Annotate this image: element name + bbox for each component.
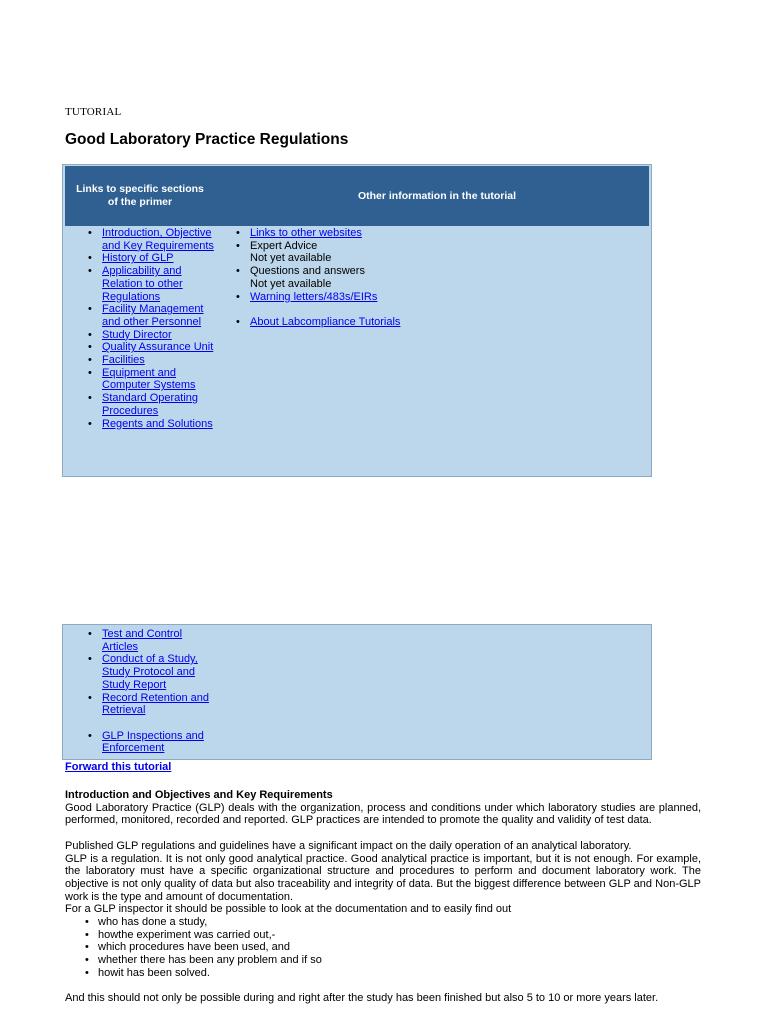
link-introduction[interactable]: Introduction, Objective and Key Requirements [102, 227, 214, 252]
questions-answers-note: Not yet available [250, 277, 332, 290]
list-item [88, 354, 218, 367]
list-item [236, 316, 436, 329]
list-item: • whether there has been any problem and if so [85, 954, 701, 967]
page-title: Good Laboratory Practice Regulations [65, 131, 349, 148]
list-item [88, 392, 218, 417]
link-facility-management[interactable]: Facility Management and other Personnel [102, 303, 204, 328]
primer-section-links [88, 227, 218, 430]
forward-tutorial-link[interactable]: Forward this tutorial [65, 761, 172, 773]
header-sections-links: Links to specific sections of the primer [76, 183, 204, 208]
tutorial-label: TUTORIAL [65, 106, 122, 118]
link-warning-letters[interactable]: Warning letters/483s/EIRs [250, 290, 378, 303]
intro-paragraph-5: And this should not only be possible during and right after the study has been finished but also 5 to 10 or more years later. [65, 992, 659, 1005]
link-regents-solutions[interactable]: Regents and Solutions [102, 417, 213, 430]
intro-paragraph-4: For a GLP inspector it should be possible to look at the documentation and to easily find out [65, 903, 512, 916]
link-sops[interactable]: Standard Operating Procedures [102, 392, 199, 417]
intro-paragraph-1: Good Laboratory Practice (GLP) deals with the organization, process and conditions under which laboratory studies are planned, performed, monitored, recorded and reported. GLP practices are intended to promote the quality and validity of test data. [65, 801, 701, 827]
list-item [88, 341, 218, 354]
link-applicability[interactable]: Applicability and Relation to other Regulations [102, 265, 183, 303]
list-item [88, 227, 218, 252]
primer-section-links-continued [88, 628, 218, 755]
questions-answers-label: Questions and answers [250, 265, 365, 278]
section-heading: Introduction and Objectives and Key Requirements [65, 789, 333, 801]
list-item [88, 367, 218, 392]
link-history-of-glp[interactable]: History of GLP [102, 252, 174, 265]
list-item: • howthe experiment was carried out,- [85, 929, 701, 942]
list-item [236, 291, 436, 304]
link-facilities[interactable]: Facilities [102, 354, 145, 367]
other-info-list [236, 227, 436, 329]
link-study-director[interactable]: Study Director [102, 328, 172, 341]
list-item [88, 653, 218, 691]
expert-advice-label: Expert Advice [250, 239, 318, 252]
list-item: • who has done a study, [85, 916, 701, 929]
expert-advice-note: Not yet available [250, 252, 332, 265]
sections-table-continued [62, 624, 652, 760]
inspector-checklist [65, 916, 701, 980]
list-item [88, 730, 218, 755]
list-item [236, 240, 436, 265]
intro-section [65, 789, 701, 1005]
list-item [88, 418, 218, 431]
link-other-websites[interactable]: Links to other websites [250, 227, 362, 239]
link-record-retention[interactable]: Record Retention and Retrieval [102, 691, 210, 717]
sections-table [62, 164, 652, 477]
list-item [88, 265, 218, 303]
header-other-info: Other information in the tutorial [357, 190, 517, 202]
link-quality-assurance[interactable]: Quality Assurance Unit [102, 341, 214, 354]
list-item [88, 303, 218, 328]
intro-paragraph-3: GLP is a regulation. It is not only good analytical practice. Good analytical practice is important, but it is not enough. For example, the laboratory must have a specific organizational structure and procedures to perform and document laboratory work. The objective is not only quality of data but also traceability and integrity of data. But the biggest difference between GLP and Non-GLP work is the type and amount of documentation. [65, 852, 701, 903]
link-test-control-articles[interactable]: Test and Control Articles [102, 628, 183, 653]
list-item: • howit has been solved. [85, 967, 701, 980]
list-item [236, 265, 436, 290]
list-item [88, 252, 218, 265]
intro-paragraph-2: Published GLP regulations and guidelines have a significant impact on the daily operation of an analytical laboratory. [65, 839, 632, 852]
table-header [65, 166, 649, 226]
list-item [88, 692, 218, 717]
link-conduct-of-study[interactable]: Conduct of a Study, Study Protocol and Study Report [102, 653, 198, 691]
link-equipment[interactable]: Equipment and Computer Systems [102, 366, 196, 392]
list-item [88, 329, 218, 342]
list-item [88, 628, 218, 653]
list-item: • which procedures have been used, and [85, 941, 701, 954]
link-about-tutorials[interactable]: About Labcompliance Tutorials [250, 315, 401, 328]
list-item [236, 227, 436, 240]
link-glp-inspections[interactable]: GLP Inspections and Enforcement [102, 729, 204, 755]
